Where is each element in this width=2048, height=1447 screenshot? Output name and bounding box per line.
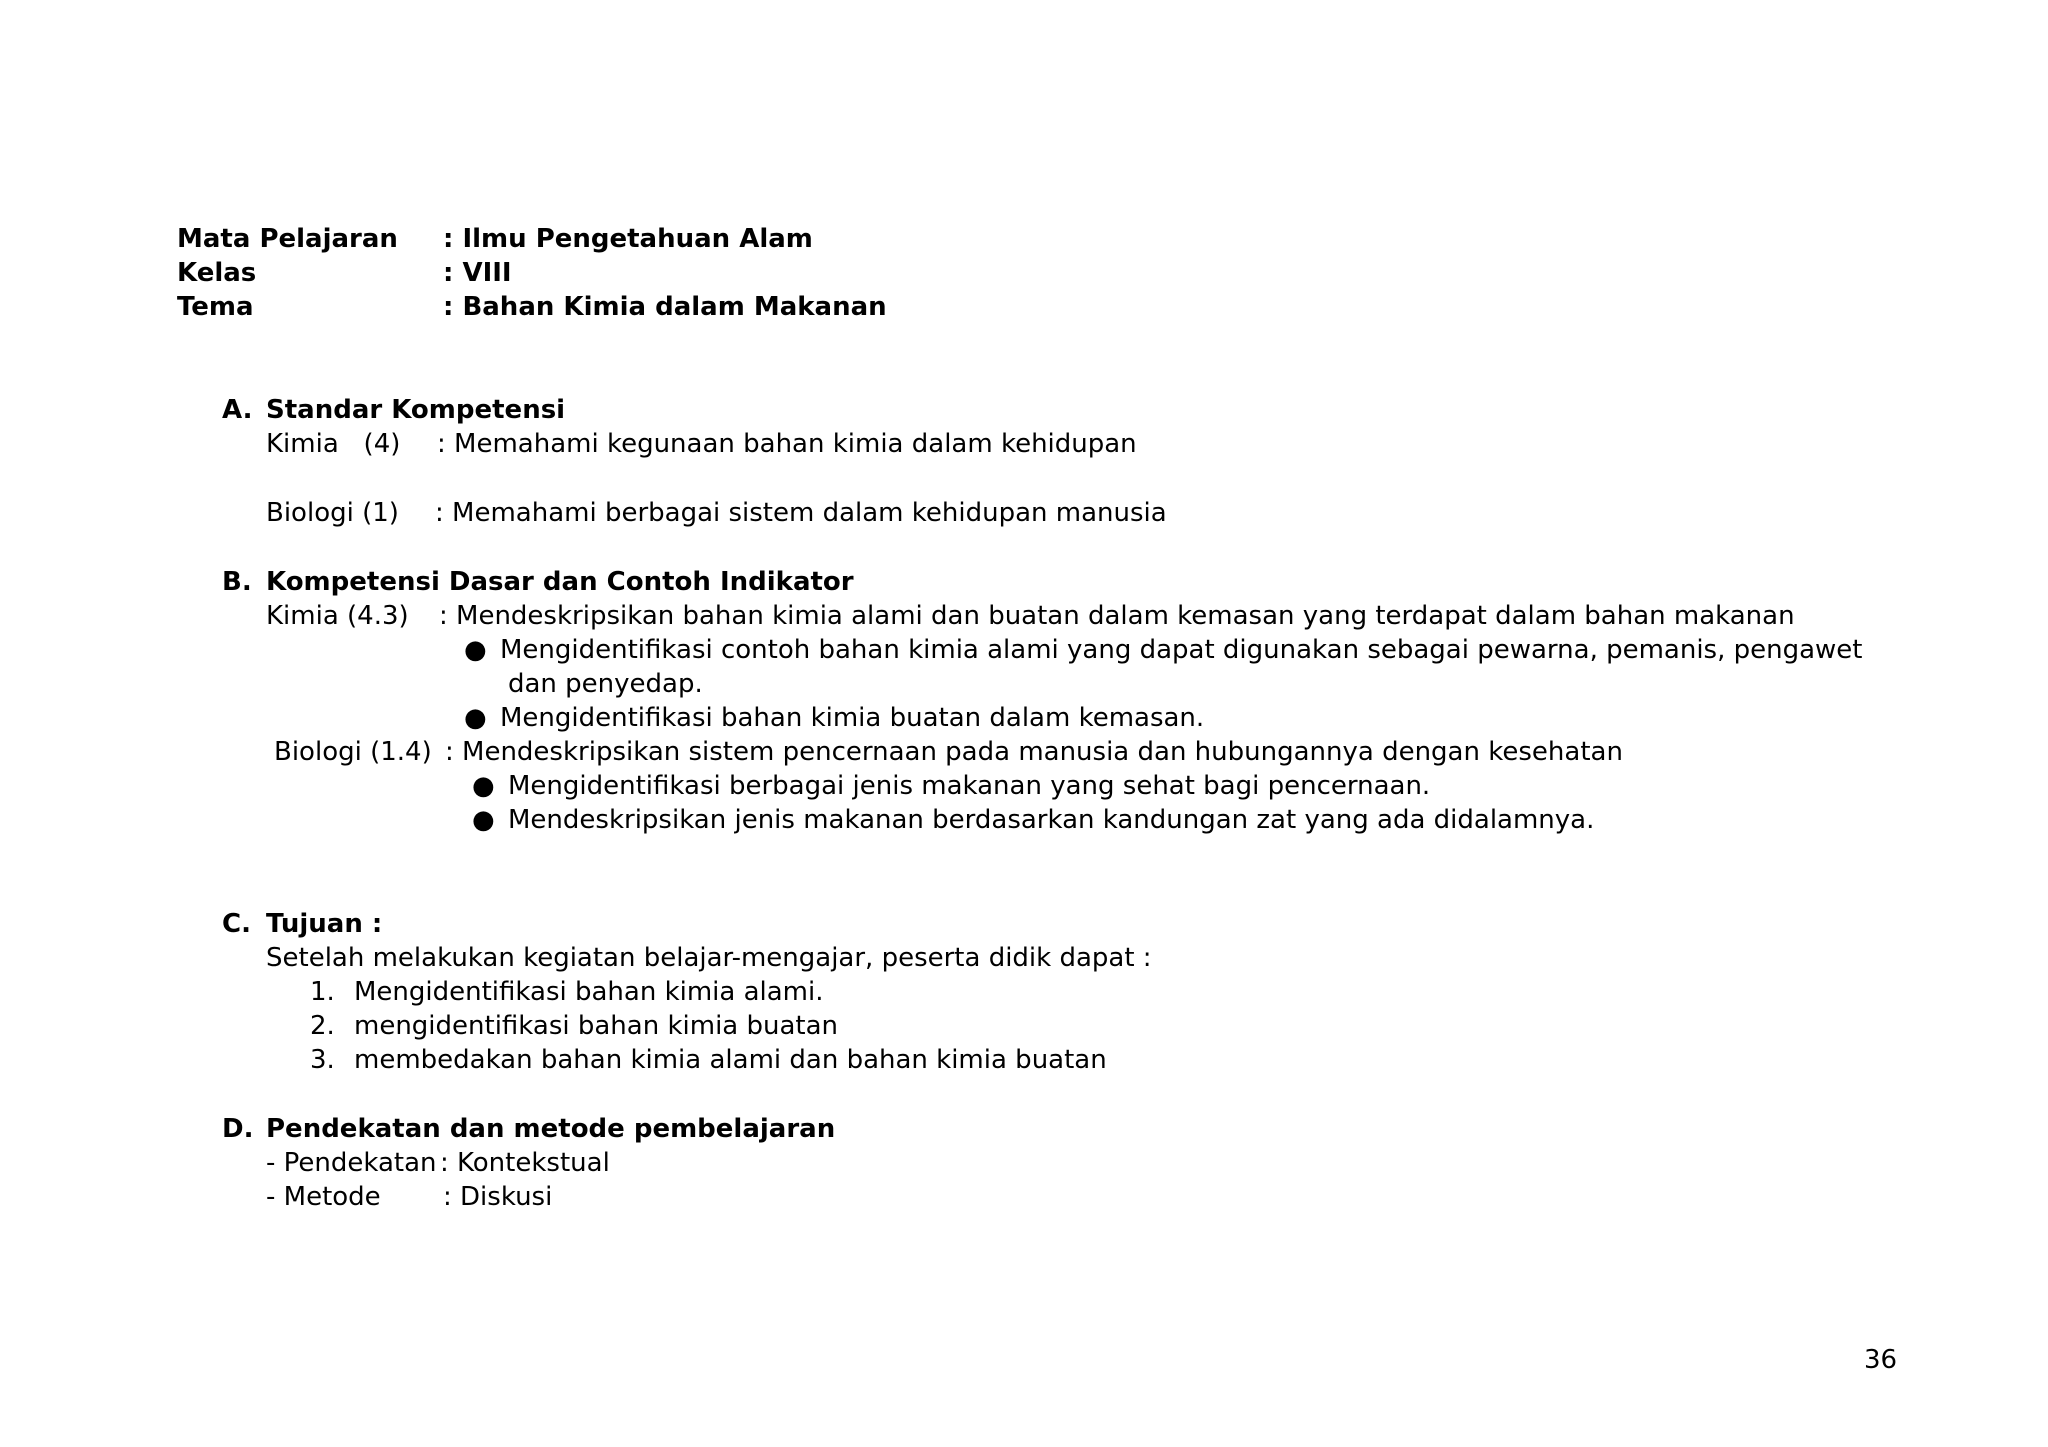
section-a-biologi-label: Biologi (1) (266, 498, 399, 528)
section-c-letter: C. (222, 909, 251, 939)
bullet-icon: ● (472, 771, 495, 801)
bullet-icon: ● (464, 703, 487, 733)
kimia-indicator-1-continued: dan penyedap. (508, 669, 703, 699)
goal-text: Mengidentifikasi bahan kimia alami. (354, 977, 824, 1007)
list-item (464, 705, 1204, 731)
class-label: Kelas (177, 258, 257, 288)
list-item (310, 1013, 838, 1039)
goal-number: 3. (310, 1045, 335, 1075)
list-item (464, 637, 1863, 663)
bullet-icon: ● (464, 635, 487, 665)
list-item (310, 979, 824, 1005)
subject-label: Mata Pelajaran (177, 224, 398, 254)
goal-number: 2. (310, 1011, 335, 1041)
theme-label: Tema (177, 292, 254, 322)
section-a-kimia-text: : Memahami kegunaan bahan kimia dalam kehidupan (437, 429, 1137, 459)
biologi-indicator-2: Mendeskripsikan jenis makanan berdasarkan kandungan zat yang ada didalamnya. (508, 805, 1595, 835)
section-a-title: Standar Kompetensi (266, 395, 566, 425)
approach-label: - Pendekatan (266, 1148, 437, 1178)
goal-text: mengidentifikasi bahan kimia buatan (354, 1011, 839, 1041)
goal-number: 1. (310, 977, 335, 1007)
section-a-letter: A. (222, 395, 253, 425)
subject-value: : Ilmu Pengetahuan Alam (443, 224, 813, 254)
list-item (472, 807, 1594, 833)
kimia-indicator-2: Mengidentifikasi bahan kimia buatan dalam kemasan. (500, 703, 1205, 733)
section-b-kimia-label: Kimia (4.3) (266, 601, 409, 631)
section-b-letter: B. (222, 567, 252, 597)
list-item (310, 1047, 1107, 1073)
section-a-kimia-label: Kimia (4) (266, 429, 401, 459)
goal-text: membedakan bahan kimia alami dan bahan kimia buatan (354, 1045, 1107, 1075)
section-b-kimia-text: : Mendeskripsikan bahan kimia alami dan buatan dalam kemasan yang terdapat dalam bahan makanan (439, 601, 1795, 631)
page-number: 36 (1864, 1345, 1898, 1375)
section-c-title: Tujuan : (266, 909, 383, 939)
section-a-biologi-text: : Memahami berbagai sistem dalam kehidupan manusia (435, 498, 1167, 528)
kimia-indicator-1: Mengidentifikasi contoh bahan kimia alami yang dapat digunakan sebagai pewarna, pemanis, pengawet (500, 635, 1863, 665)
section-c-intro: Setelah melakukan kegiatan belajar-mengajar, peserta didik dapat : (266, 943, 1152, 973)
approach-value: : Kontekstual (440, 1148, 610, 1178)
class-value: : VIII (443, 258, 512, 288)
bullet-icon: ● (472, 805, 495, 835)
section-d-title: Pendekatan dan metode pembelajaran (266, 1114, 836, 1144)
theme-value: : Bahan Kimia dalam Makanan (443, 292, 887, 322)
method-label: - Metode (266, 1182, 381, 1212)
biologi-indicator-1: Mengidentifikasi berbagai jenis makanan yang sehat bagi pencernaan. (508, 771, 1431, 801)
list-item (472, 773, 1430, 799)
section-b-biologi-text: : Mendeskripsikan sistem pencernaan pada manusia dan hubungannya dengan kesehatan (445, 737, 1623, 767)
section-b-biologi-label: Biologi (1.4) (274, 737, 432, 767)
method-value: : Diskusi (443, 1182, 553, 1212)
section-b-title: Kompetensi Dasar dan Contoh Indikator (266, 567, 854, 597)
section-d-letter: D. (222, 1114, 254, 1144)
